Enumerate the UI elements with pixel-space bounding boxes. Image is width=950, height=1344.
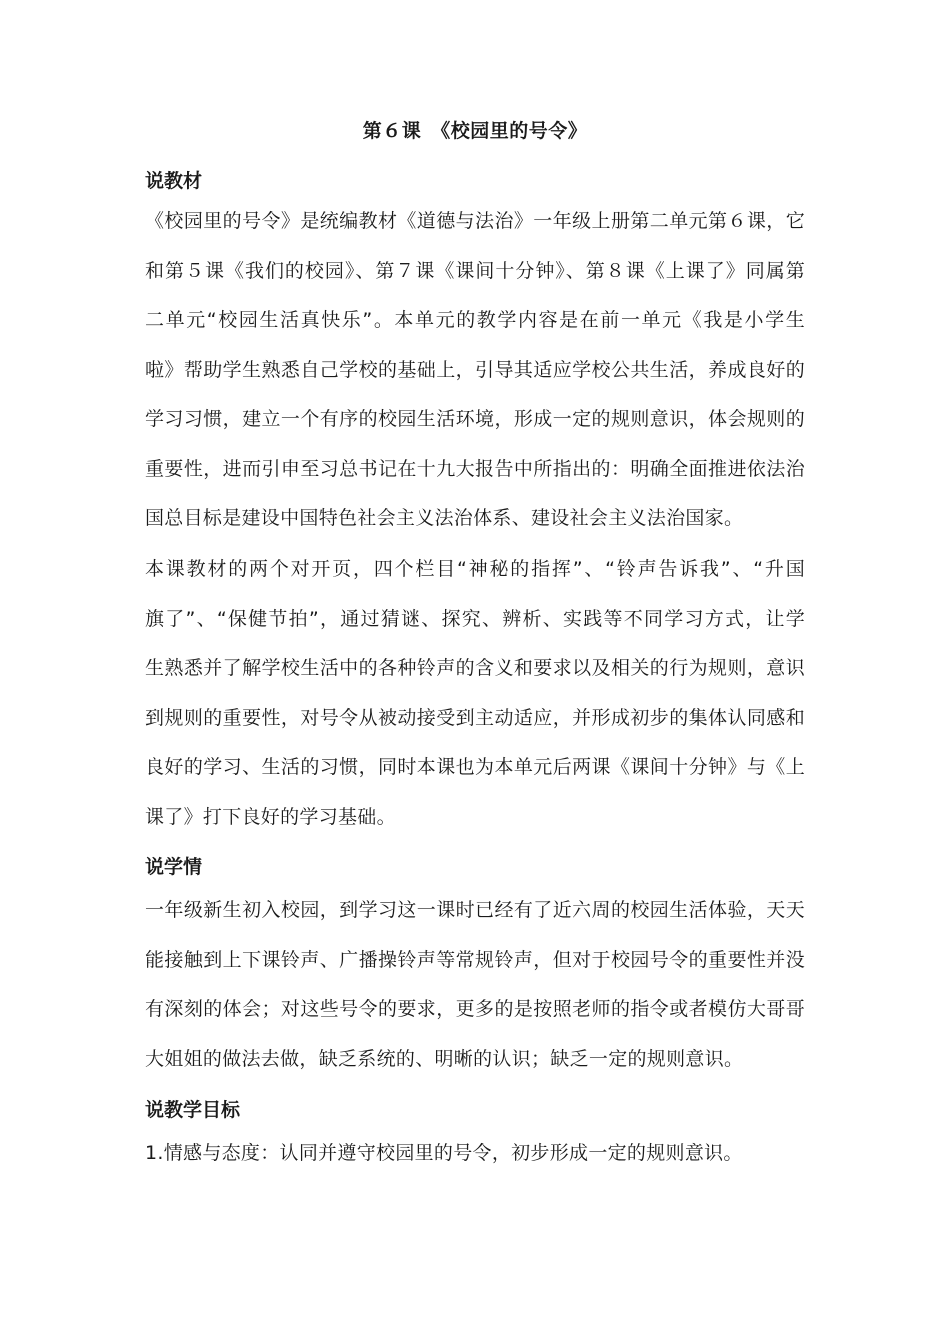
heading-textbook: 说教材 (145, 170, 203, 192)
heading-students: 说学情 (145, 856, 203, 878)
paragraph-textbook-2 (145, 545, 805, 842)
text-line: 生熟悉并了解学校生活中的各种铃声的含义和要求以及相关的行为规则，意识 (145, 657, 805, 679)
text-line: 课了》打下良好的学习基础。 (145, 805, 396, 828)
text-line: 本课教材的两个对开页，四个栏目“神秘的指挥”、“铃声告诉我”、“升国 (145, 558, 805, 580)
text-line: 能接触到上下课铃声、广播操铃声等常规铃声，但对于校园号令的重要性并没 (145, 948, 805, 971)
text-line: 旗了”、“保健节拍”，通过猜谜、探究、辨析、实践等不同学习方式，让学 (145, 607, 805, 630)
text-line: 二单元“校园生活真快乐”。本单元的教学内容是在前一单元《我是小学生 (145, 309, 805, 331)
text-line: 《校园里的号令》是统编教材《道德与法治》一年级上册第二单元第６课，它 (145, 210, 805, 232)
document-title: 第６课 《校园里的号令》 (362, 120, 588, 142)
text-line: 国总目标是建设中国特色社会主义法治体系、建设社会主义法治国家。 (145, 507, 744, 529)
text-line: 有深刻的体会；对这些号令的要求，更多的是按照老师的指令或者模仿大哥哥 (145, 998, 805, 1020)
heading-goals: 说教学目标 (145, 1099, 241, 1121)
text-line: 啦》帮助学生熟悉自己学校的基础上，引导其适应学校公共生活，养成良好的 (145, 358, 805, 381)
text-line: 和第５课《我们的校园》、第７课《课间十分钟》、第８课《上课了》同属第 (145, 259, 805, 282)
text-line: 到规则的重要性，对号令从被动接受到主动适应，并形成初步的集体认同感和 (145, 706, 805, 729)
text-line: 大姐姐的做法去做，缺乏系统的、明晰的认识；缺乏一定的规则意识。 (145, 1047, 744, 1070)
paragraph-textbook-1 (145, 197, 805, 544)
text-line: 重要性，进而引申至习总书记在十九大报告中所指出的：明确全面推进依法治 (145, 457, 805, 480)
paragraph-goals-1 (145, 1129, 805, 1179)
paragraph-students-1 (145, 886, 805, 1084)
text-line: 1.情感与态度：认同并遵守校园里的号令，初步形成一定的规则意识。 (145, 1142, 743, 1164)
text-line: 学习习惯，建立一个有序的校园生活环境，形成一定的规则意识，体会规则的 (145, 408, 805, 430)
text-line: 一年级新生初入校园，到学习这一课时已经有了近六周的校园生活体验，天天 (145, 899, 805, 921)
text-line: 良好的学习、生活的习惯，同时本课也为本单元后两课《课间十分钟》与《上 (145, 756, 805, 778)
